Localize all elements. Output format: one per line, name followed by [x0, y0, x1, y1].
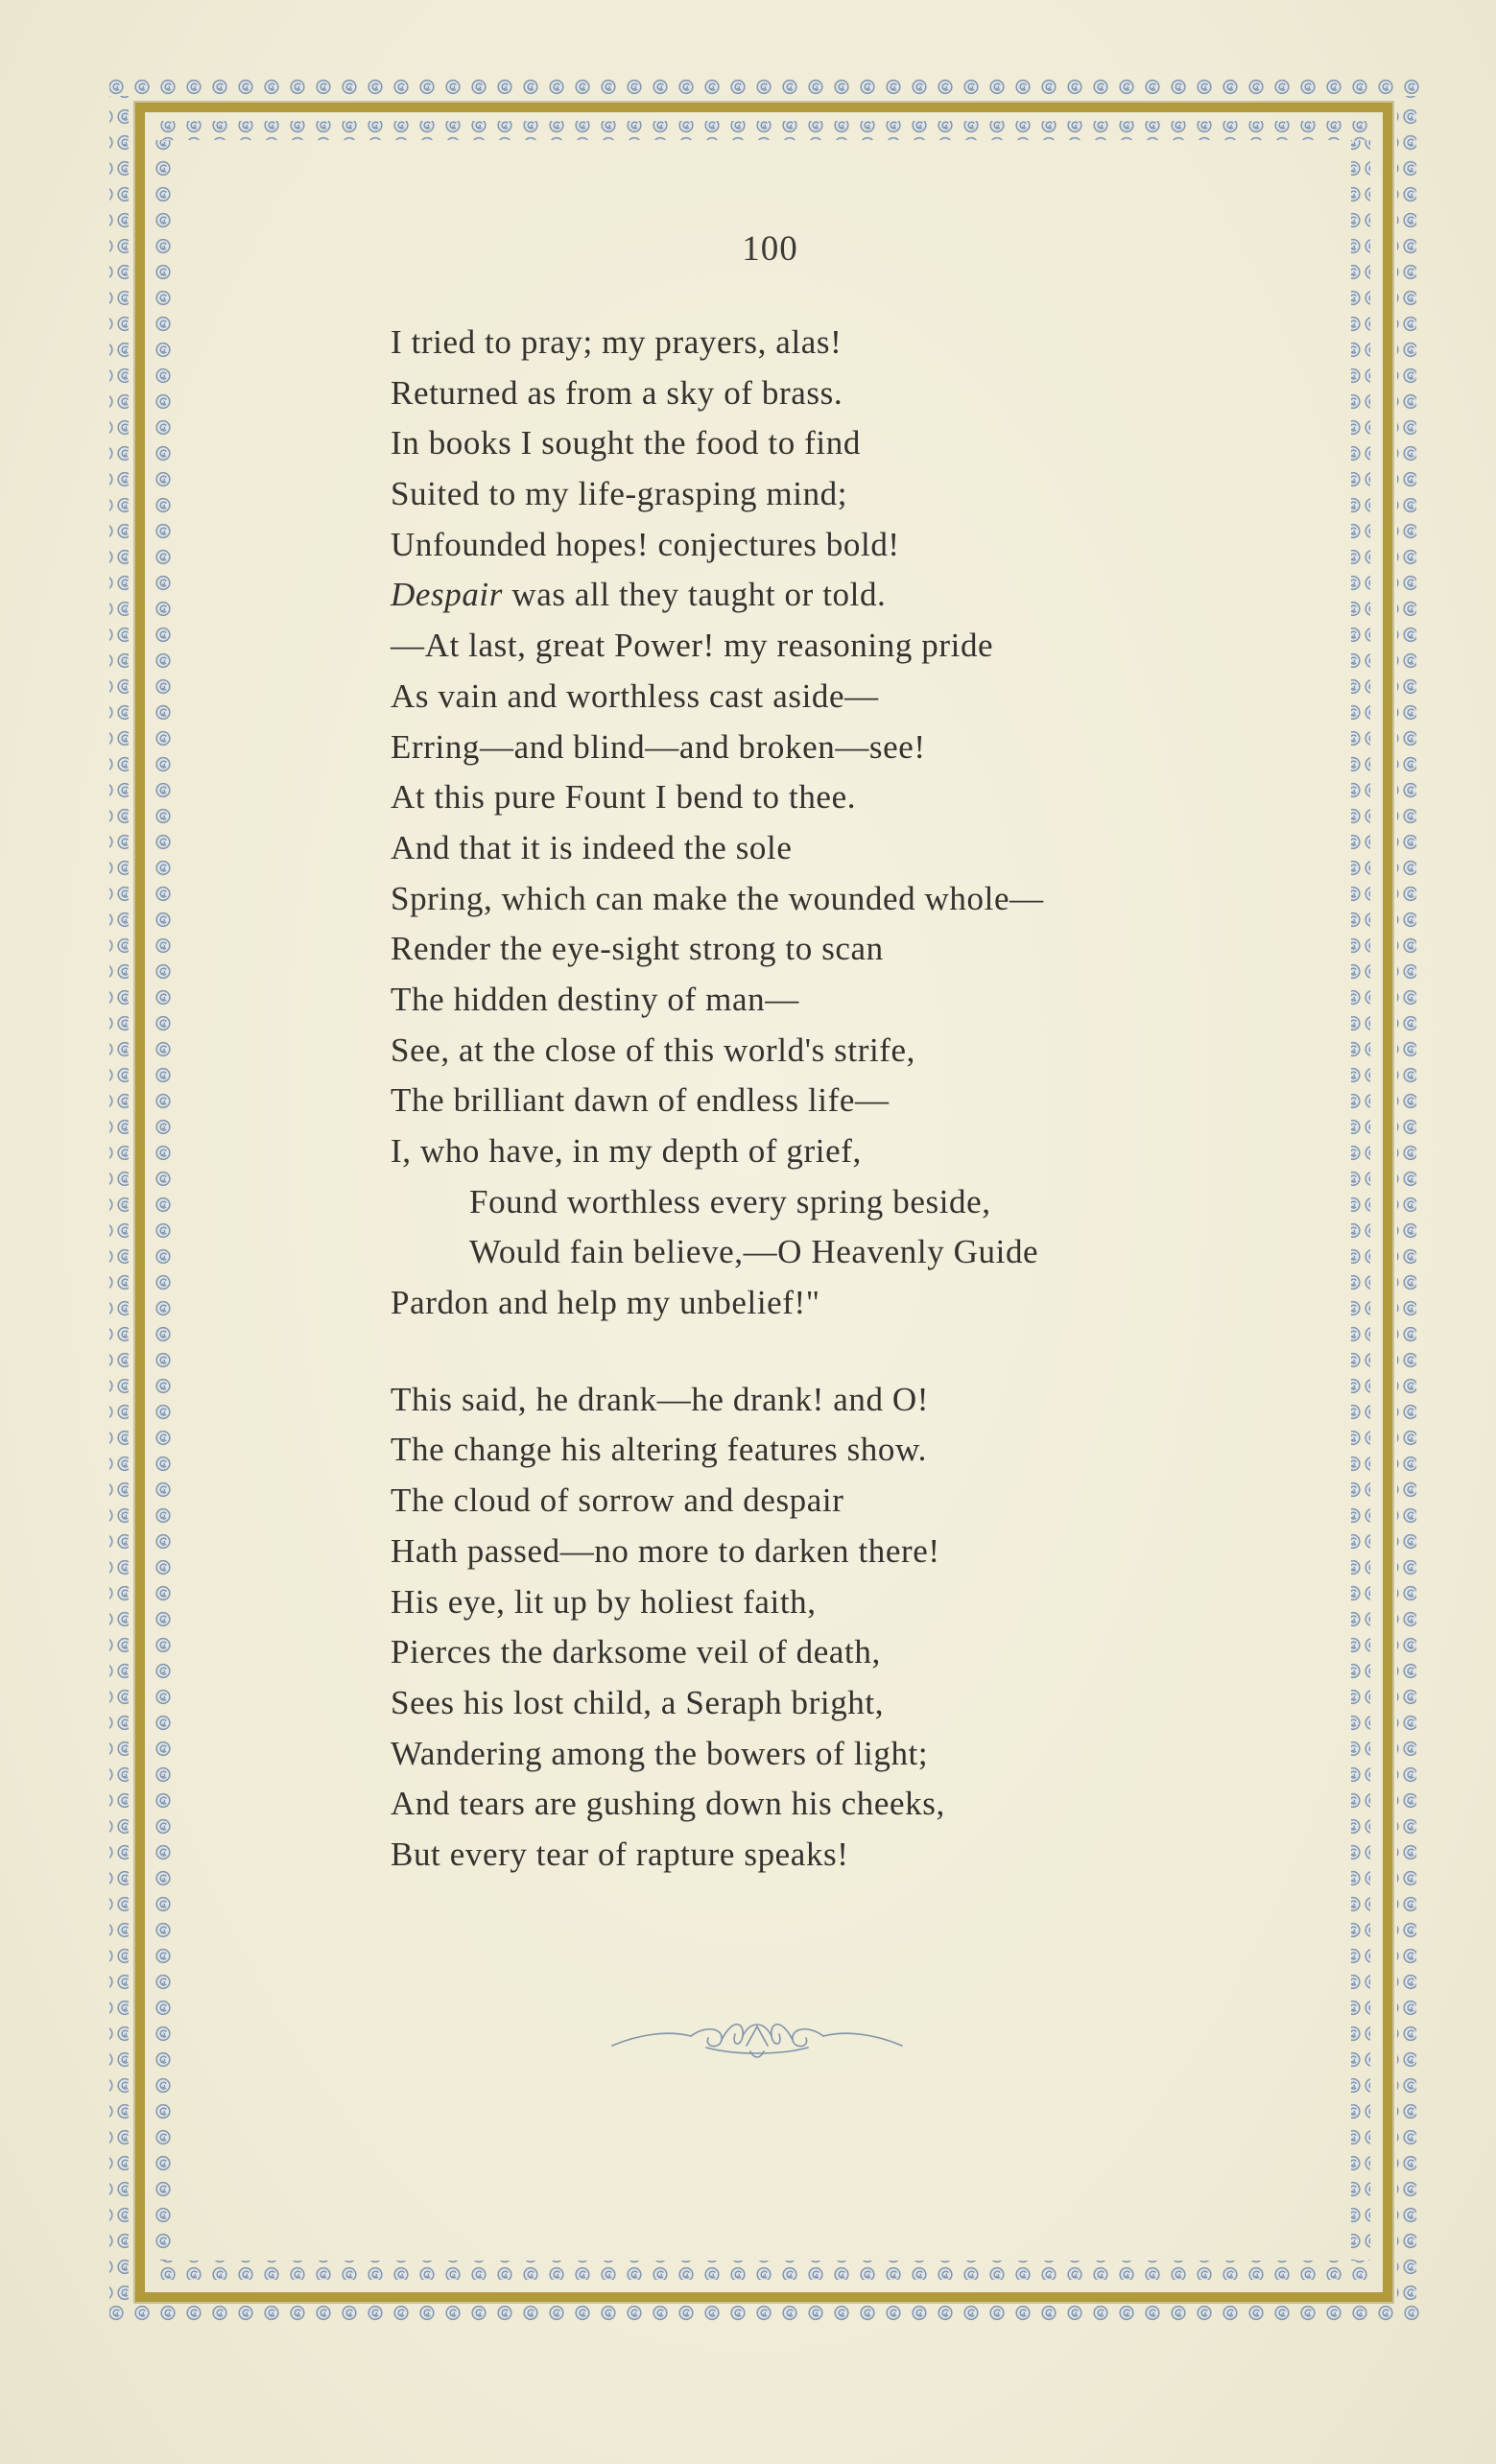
line-text: Found worthless every spring beside,: [469, 1182, 991, 1220]
poem-line: [391, 368, 1177, 419]
poem-line: [391, 1627, 1177, 1678]
line-text: The brilliant dawn of endless life—: [391, 1081, 890, 1120]
swirl-row-bottom-outer: [109, 2305, 1426, 2324]
swirl-row-top-outer: [109, 77, 1426, 96]
line-text: was all they taught or told.: [502, 576, 887, 614]
poem-line: [391, 1577, 1177, 1628]
swirl-col-left-inner: [155, 140, 175, 2261]
poem-line: [391, 1425, 1177, 1476]
line-text: Unfounded hopes! conjectures bold!: [391, 525, 900, 563]
swirl-col-left-outer: [109, 96, 129, 2305]
line-text: But every tear of rapture speaks!: [391, 1835, 849, 1873]
poem-line: [391, 1177, 1177, 1228]
line-text: Wandering among the bowers of light;: [391, 1734, 929, 1772]
poem-line: [391, 672, 1177, 723]
line-text: Hath passed—no more to darken there!: [391, 1531, 940, 1570]
line-text: The cloud of sorrow and despair: [391, 1481, 844, 1520]
line-text: Sees his lost child, a Seraph bright,: [391, 1683, 885, 1721]
poem-line: [391, 874, 1177, 925]
line-text: Pierces the darksome veil of death,: [391, 1633, 881, 1671]
poem-line: [391, 1126, 1177, 1177]
poem-line: [391, 469, 1177, 520]
line-text: The change his altering features show.: [391, 1431, 927, 1469]
poem-line: [391, 318, 1177, 368]
line-text: At this pure Fount I bend to thee.: [391, 778, 857, 817]
poem-line: [391, 570, 1177, 621]
line-text: Spring, which can make the wounded whole—: [391, 879, 1044, 917]
page-number: 100: [742, 229, 798, 269]
poem-line: [391, 1830, 1177, 1881]
swirl-col-right-inner: [1351, 140, 1370, 2261]
line-text: In books I sought the food to find: [391, 424, 861, 462]
tailpiece-ornament: [610, 2007, 904, 2071]
poem-line: [391, 1779, 1177, 1830]
poem-line: [391, 723, 1177, 773]
line-text: As vain and worthless cast aside—: [391, 676, 879, 715]
poem-line: [391, 772, 1177, 823]
line-text: See, at the close of this world's strife,: [391, 1031, 916, 1069]
poem-text: [391, 318, 1177, 1881]
line-text: Would fain believe,—O Heavenly Guide: [469, 1233, 1039, 1271]
line-text: The hidden destiny of man—: [391, 980, 799, 1018]
line-text: His eye, lit up by holiest faith,: [391, 1582, 817, 1621]
poem-line: [391, 1729, 1177, 1780]
line-text: And that it is indeed the sole: [391, 828, 793, 866]
italic-word: Despair: [391, 576, 503, 614]
swirl-col-right-outer: [1397, 96, 1416, 2305]
swirl-row-top-inner: [157, 121, 1370, 140]
poem-line: [391, 1278, 1177, 1329]
stanza-gap: [391, 1329, 1177, 1375]
line-text: And tears are gushing down his cheeks,: [391, 1785, 945, 1823]
poem-line: [391, 823, 1177, 874]
swirl-row-bottom-inner: [157, 2261, 1370, 2280]
line-text: Erring—and blind—and broken—see!: [391, 727, 926, 766]
line-text: This said, he drank—he drank! and O!: [391, 1380, 930, 1418]
poem-line: [391, 924, 1177, 975]
line-text: I, who have, in my depth of grief,: [391, 1132, 862, 1170]
line-text: —At last, great Power! my reasoning pride: [391, 627, 994, 665]
poem-line: [391, 418, 1177, 469]
poem-line: [391, 1678, 1177, 1729]
poem-line: [391, 1227, 1177, 1278]
poem-line: [391, 1527, 1177, 1577]
poem-line: [391, 975, 1177, 1026]
line-text: Render the eye-sight strong to scan: [391, 930, 884, 968]
poem-line: [391, 520, 1177, 571]
poem-line: [391, 1076, 1177, 1126]
line-text: Returned as from a sky of brass.: [391, 373, 843, 412]
poem-line: [391, 1476, 1177, 1527]
poem-line: [391, 1026, 1177, 1077]
line-text: I tried to pray; my prayers, alas!: [391, 323, 843, 361]
poem-line: [391, 621, 1177, 672]
poem-line: [391, 1375, 1177, 1426]
line-text: Suited to my life-grasping mind;: [391, 475, 848, 513]
line-text: Pardon and help my unbelief!": [391, 1284, 820, 1322]
